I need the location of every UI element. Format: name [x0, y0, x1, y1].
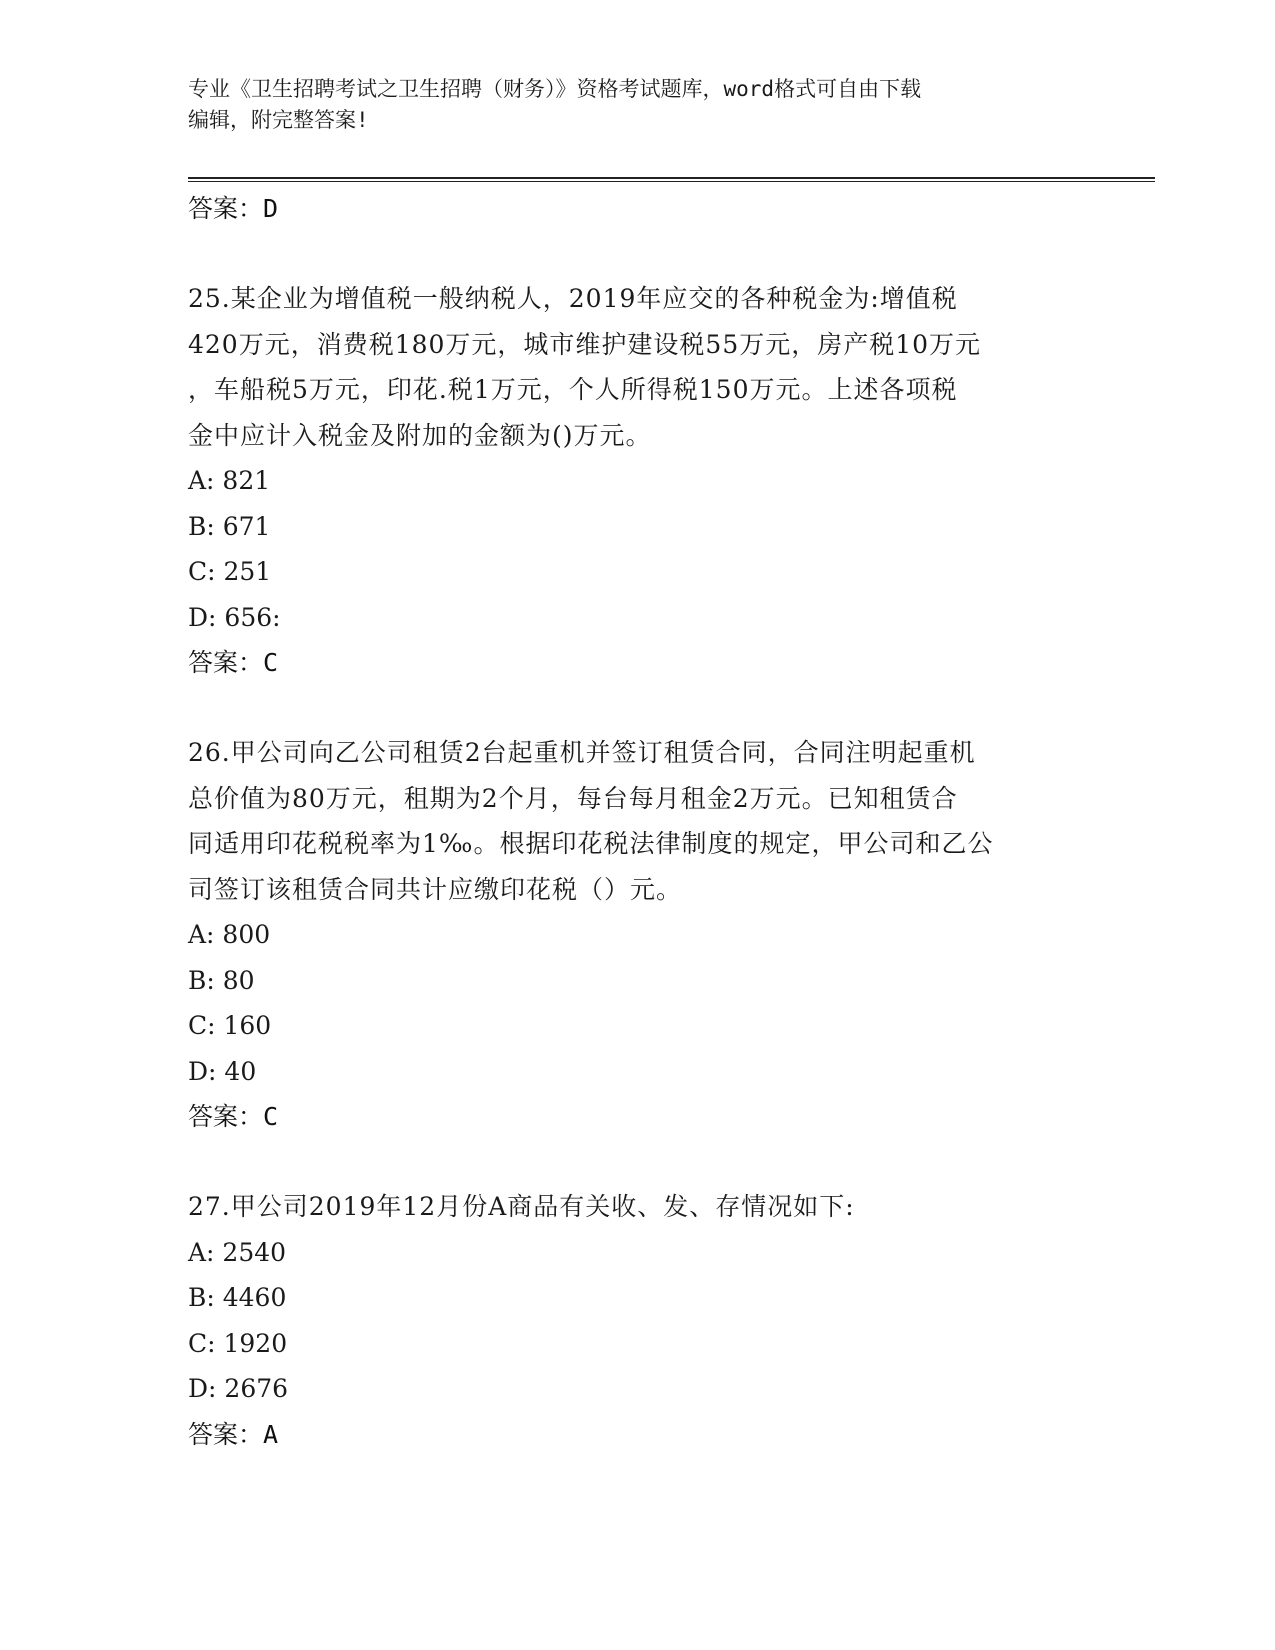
question-line: 总价值为80万元，租期为2个月，每台每月租金2万元。已知租赁合 [188, 783, 958, 813]
page-header [188, 74, 1088, 136]
option-b: B: 80 [188, 965, 255, 995]
question-line: 26.甲公司向乙公司租赁2台起重机并签订租赁合同，合同注明起重机 [188, 738, 976, 767]
question-text [188, 276, 1088, 458]
question-line: 27.甲公司2019年12月份A商品有关收、发、存情况如下: [188, 1192, 855, 1221]
question-text [188, 730, 1088, 912]
question-line: ，车船税5万元，印花.税1万元，个人所得税150万元。上述各项税 [188, 375, 958, 404]
answer-line: 答案：C [188, 1102, 279, 1131]
question-line: 司签订该租赁合同共计应缴印花税（）元。 [188, 874, 683, 904]
header-rule-thin [188, 181, 1155, 182]
option-a: A: 821 [188, 466, 271, 495]
previous-answer: 答案：D [188, 194, 279, 223]
question-line: 420万元，消费税180万元，城市维护建设税55万元，房产税10万元 [188, 329, 982, 359]
option-c: C: 251 [188, 557, 272, 586]
question-25 [188, 276, 1088, 685]
question-line: 25.某企业为增值税一般纳税人，2019年应交的各种税金为:增值税 [188, 284, 958, 313]
answer-line: 答案：A [188, 1419, 279, 1449]
header-line-1: 专业《卫生招聘考试之卫生招聘（财务）》资格考试题库，word格式可自由下载 [188, 77, 922, 101]
answer-line: 答案：C [188, 648, 279, 677]
header-rule-thick [188, 177, 1155, 179]
option-b: B: 4460 [188, 1283, 287, 1312]
spacer [188, 685, 1088, 730]
question-line: 同适用印花税税率为1‰。根据印花税法律制度的规定，甲公司和乙公 [188, 829, 994, 858]
option-d: D: 40 [188, 1056, 257, 1086]
option-a: A: 2540 [188, 1237, 287, 1267]
option-b: B: 671 [188, 511, 271, 541]
question-line: 金中应计入税金及附加的金额为()万元。 [188, 420, 652, 450]
option-d: D: 2676 [188, 1374, 289, 1403]
header-line-2: 编辑，附完整答案! [188, 108, 369, 132]
option-d: D: 656: [188, 602, 281, 632]
question-27 [188, 1184, 1088, 1457]
option-a: A: 800 [188, 920, 271, 949]
question-content [188, 186, 1088, 1457]
option-c: C: 160 [188, 1011, 272, 1040]
option-c: C: 1920 [188, 1328, 288, 1358]
question-26 [188, 730, 1088, 1139]
spacer [188, 1139, 1088, 1184]
spacer [188, 231, 1088, 276]
question-text [188, 1184, 1088, 1230]
